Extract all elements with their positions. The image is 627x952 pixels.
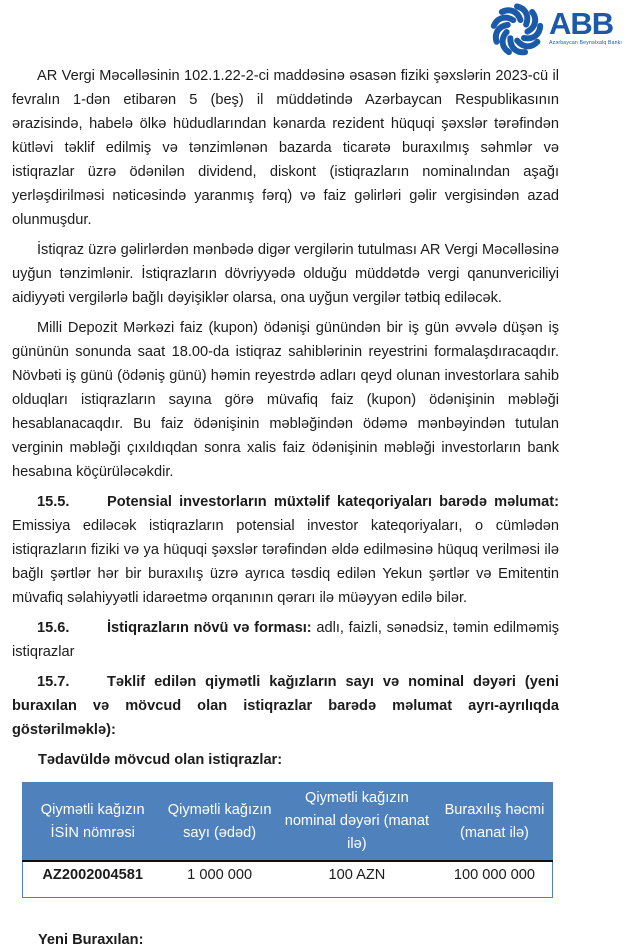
new-issue-heading: Yeni Buraxılan:: [38, 932, 144, 948]
existing-bonds-heading: Tədavüldə mövcud olan istiqrazlar:: [38, 752, 283, 768]
bonds-table: [22, 782, 553, 898]
abb-logo-subtitle: Azərbaycan Beynəlxalq Bankı: [549, 40, 622, 46]
section-number: 15.5.: [37, 494, 70, 510]
paragraph-withholding-tax: İstiqraz üzrə gəlirlərdən mənbədə digər vergilərin tutulması AR Vergi Məcəlləsinə uyğun tənzimlənir. İstiqrazların dövriyyədə olduğu müddətdə vergi qanunvericiliyi aidiyyəti vergilərlə bağlı dəyişiklər olarsa, ona uyğun vergilər tətbiq ediləcək.: [12, 242, 559, 306]
section-body: Emissiya ediləcək istiqrazların potensial investor kateqoriyaları, o cümlədən istiqrazların fiziki və ya hüquqi şəxslər tərəfindən əldə edilməsinə hüquq verilməsi ilə bağlı şərtlər hər bir buraxılış üzrə ayrıca təsdiq edilən Yekun şərtlər və Emitentin müvafiq səlahiyyətli idarəetmə orqanının qərarı ilə müəyyən edilə bilər.: [12, 518, 559, 606]
cell-isin-number: AZ2002004581: [23, 861, 163, 898]
section-15-7: [12, 670, 559, 742]
section-number: 15.6.: [37, 620, 70, 636]
cell-nominal-value: 100 AZN: [277, 861, 437, 898]
cell-quantity: 1 000 000: [162, 861, 276, 898]
header-quantity: Qiymətli kağızın sayı (ədəd): [162, 783, 276, 862]
section-body: adlı, faizli, sənədsiz, təmin edilməmiş istiqrazlar: [12, 620, 560, 660]
document-content: [12, 64, 559, 952]
section-15-6: [12, 616, 559, 664]
section-number: 15.7.: [37, 674, 70, 690]
abb-logo-text: ABB: [549, 6, 614, 41]
paragraph-tax-exemption: AR Vergi Məcəlləsinin 102.1.22-2-ci maddəsinə əsasən fiziki şəxslərin 2023-cü il fevralın 1-dən etibarən 5 (beş) il müddətində Azərbaycan Respublikasının ərazisində, habelə ölkə hüdudlarından kənarda rezident hüquqi şəxslər tərəfindən kütləvi təklif edilmiş və tənzimlənən bazarda ticarətə buraxılmış səhmlər və istiqrazlar üzrə ödənilən dividend, diskont (istiqrazların nominalından aşağı yerləşdirilməsi nəticəsində yaranmış fərq) və faiz gəlirləri gəlir vergisindən azad olunmuşdur.: [12, 68, 559, 228]
abb-flower-icon: [486, 1, 548, 59]
bonds-table-header: [23, 783, 553, 862]
section-title: İstiqrazların növü və forması:: [107, 620, 312, 636]
header-isin-number: Qiymətli kağızın İSİN nömrəsi: [23, 783, 163, 862]
section-title: Təklif edilən qiymətli kağızların sayı və nominal dəyəri (yeni buraxılan və mövcud olan istiqrazlar barədə məlumat ayrı-ayrılıqda göstərilməklə):: [12, 674, 559, 738]
table-row: [23, 861, 553, 898]
abb-logo: [486, 1, 622, 59]
header-issue-volume: Buraxılış həcmi (manat ilə): [437, 783, 553, 862]
paragraph-depozit-center: Milli Depozit Mərkəzi faiz (kupon) ödənişi günündən bir iş gün əvvələ düşən iş gününün sonunda saat 18.00-da istiqraz sahiblərinin reyestrini formalaşdıracaqdır. Növbəti iş günü (ödəniş günü) həmin reyestrdə adları qeyd olunan investorlara sahib olduqları istiqrazların sayına görə müvafiq faiz (kupon) ödənişinin məbləği hesablanacaqdır. Bu faiz ödənişinin məbləğindən ödəmə mənbəyindən tutulan verginin məbləği çıxıldıqdan sonra xalis faiz ödənişinin məbləği investorların bank hesabına köçürüləcəkdir.: [12, 320, 559, 480]
section-title: Potensial investorların müxtəlif kateqoriyaları barədə məlumat:: [107, 494, 559, 510]
section-15-5: [12, 490, 559, 610]
cell-issue-volume: 100 000 000: [437, 861, 553, 898]
table-header-row: [23, 783, 553, 862]
abb-logo-text-block: [549, 1, 622, 46]
header-nominal-value: Qiymətli kağızın nominal dəyəri (manat ilə): [277, 783, 437, 862]
bonds-table-body: [23, 861, 553, 898]
